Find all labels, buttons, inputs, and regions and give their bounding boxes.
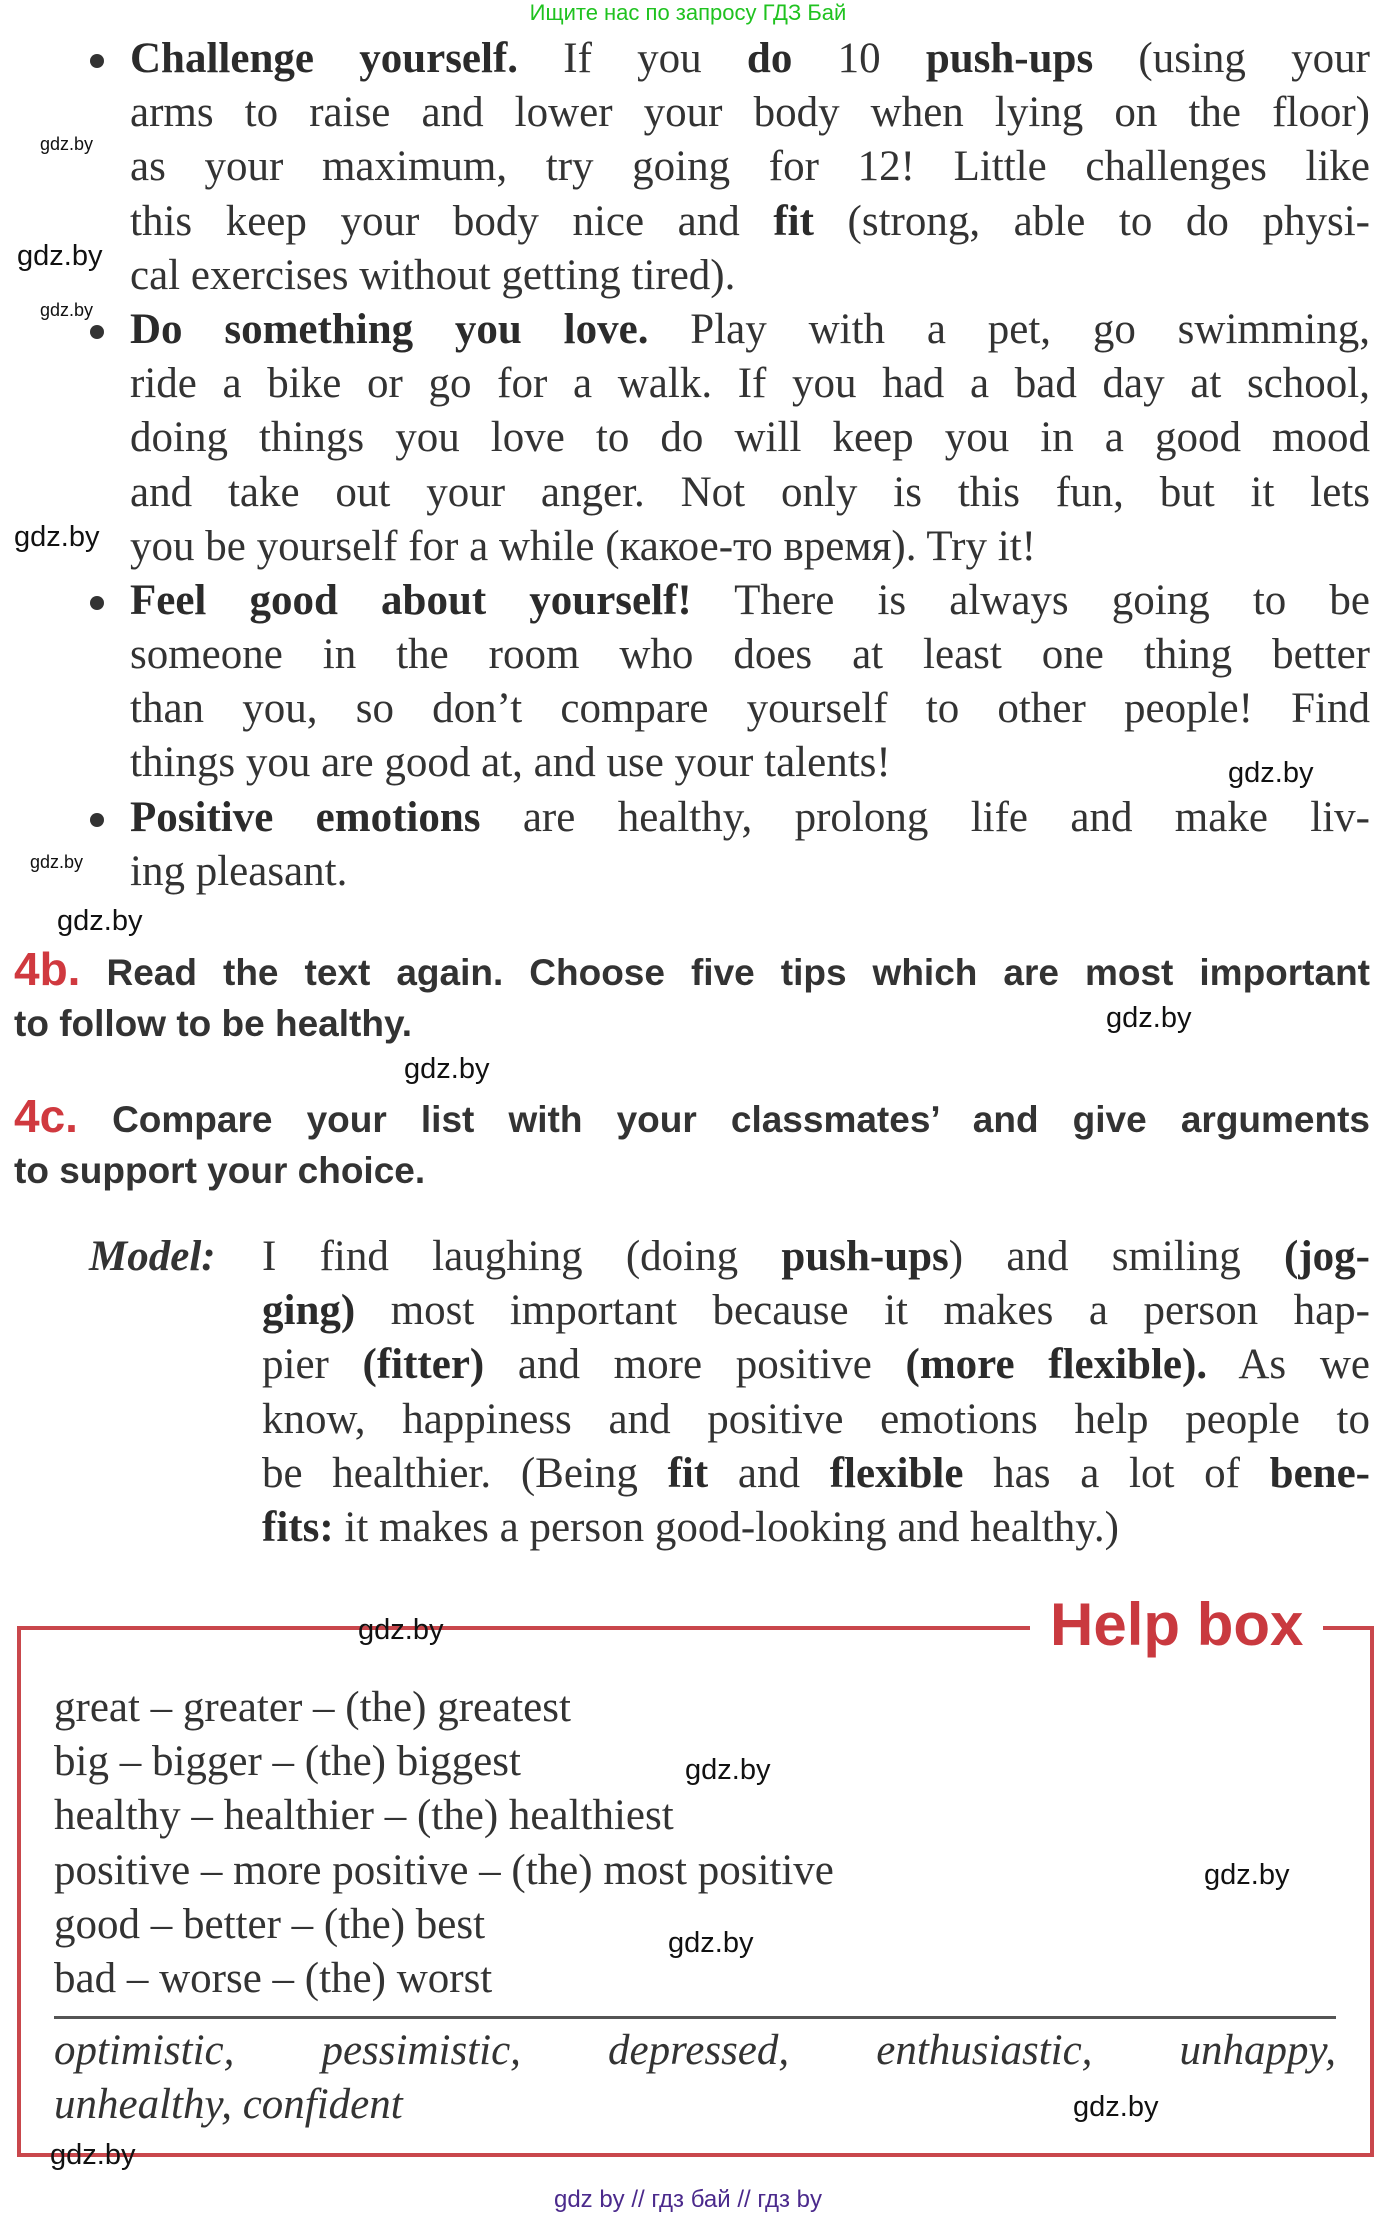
task-4c-line-1 <box>14 1091 1370 1145</box>
task-4b-line-2: to follow to be healthy. <box>14 1003 413 1045</box>
bullet-item <box>130 32 1370 303</box>
bold-text: Challenge yourself. <box>130 35 519 82</box>
bullet-line <box>130 411 1370 465</box>
text-run: As we <box>1207 1341 1370 1389</box>
text-run: you be yourself for a while (какое-то время). Try it! <box>130 522 1036 570</box>
model-line <box>262 1447 1370 1501</box>
bold-text: Positive emotions <box>130 793 481 841</box>
watermark: gdz.by <box>17 240 103 272</box>
text-run: ride a bike or go for a walk. If you had a bad day at school, <box>130 360 1370 408</box>
text-run: and more positive <box>484 1341 906 1389</box>
watermark: gdz.by <box>57 905 143 937</box>
model-line <box>262 1501 1119 1555</box>
comparison-row: great – greater – (the) greatest <box>54 1684 571 1731</box>
bold-text: fits: <box>262 1503 334 1551</box>
bold-text: flexible <box>829 1449 964 1497</box>
bullet-icon <box>90 813 104 827</box>
text-run: things you are good at, and use your talents! <box>130 739 891 787</box>
bold-text: Do something you love. <box>130 305 649 353</box>
text-run: cal exercises without getting tired). <box>130 251 736 299</box>
text-run: and <box>708 1449 830 1497</box>
watermark: gdz.by <box>40 300 94 320</box>
text-run: Play with a pet, go swimming, <box>648 305 1371 353</box>
bold-text: Feel good about yourself! <box>130 576 692 624</box>
search-hint-banner[interactable]: Ищите нас по запросу ГДЗ Бай <box>529 0 847 25</box>
watermark: gdz.by <box>40 134 94 154</box>
text-run: doing things you love to do will keep you in a good mood <box>130 414 1370 462</box>
bold-text: fit <box>667 1449 709 1497</box>
text-run: and take out your anger. Not only is this fun, but it lets <box>130 468 1370 516</box>
bullet-line <box>130 32 1370 86</box>
text-run: it makes a person good-looking and healthy.) <box>333 1503 1119 1551</box>
text-run: I find laughing (doing <box>262 1233 782 1280</box>
model-line <box>262 1393 1370 1447</box>
adjective-line <box>54 2024 1336 2078</box>
bullet-icon <box>90 325 104 339</box>
text-run: If you <box>518 35 747 82</box>
bold-text: fit <box>773 197 814 245</box>
bold-text: ging) <box>262 1287 356 1335</box>
bullet-line <box>130 628 1370 682</box>
model-label: Model: <box>89 1233 216 1280</box>
comparison-row: big – bigger – (the) biggest <box>54 1738 521 1786</box>
model-line <box>262 1338 1370 1392</box>
watermark: gdz.by <box>358 1614 444 1646</box>
text-run: arms to raise and lower your body when lying on the floor) <box>130 89 1370 137</box>
task-4c-line-2: to support your choice. <box>14 1150 426 1192</box>
watermark: gdz.by <box>1073 2091 1159 2123</box>
text-run: (using your <box>1093 35 1370 82</box>
bullet-line <box>130 195 1370 249</box>
bullet-list <box>130 32 1370 899</box>
bullet-line <box>130 249 735 303</box>
text-run: There is always going to be <box>691 576 1370 624</box>
text-run: ) and smiling <box>948 1233 1285 1280</box>
model-line <box>262 1284 1370 1338</box>
model-text <box>262 1230 1370 1555</box>
watermark: gdz.by <box>14 521 100 553</box>
text-run: pier <box>262 1341 363 1389</box>
watermark: gdz.by <box>685 1754 771 1786</box>
bullet-line <box>130 845 347 899</box>
text-run: this keep your body nice and <box>130 197 774 245</box>
bullet-line <box>130 736 891 790</box>
comparison-row: positive – more positive – (the) most positive <box>54 1846 834 1894</box>
bullet-line <box>130 682 1370 736</box>
comparison-row: good – better – (the) best <box>54 1900 486 1948</box>
bullet-line <box>130 520 1036 574</box>
task-number: 4c. <box>14 1090 78 1142</box>
watermark: gdz.by <box>1106 1002 1192 1034</box>
bullet-line <box>130 303 1370 357</box>
task-text: Compare your list with your classmates’ and give arguments <box>112 1099 1370 1140</box>
task-4c <box>14 1091 1370 1196</box>
comparison-row: healthy – healthier – (the) healthiest <box>54 1792 674 1840</box>
bullet-line <box>130 791 1370 845</box>
bold-text: (more flexible). <box>905 1341 1208 1389</box>
text-run: know, happiness and positive emotions help people to <box>262 1395 1370 1443</box>
text-run: be healthier. (Being <box>262 1449 668 1497</box>
text-run: someone in the room who does at least one thing better <box>130 631 1370 679</box>
text-run: (strong, able to do physi- <box>813 197 1370 245</box>
text-run: most important because it makes a person hap- <box>355 1287 1370 1335</box>
text-run: than you, so don’t compare yourself to other people! Find <box>130 685 1370 733</box>
footer-links[interactable]: gdz by // гдз бай // гдз by <box>553 2186 823 2213</box>
bold-text: (jog- <box>1284 1233 1370 1280</box>
bullet-item <box>130 574 1370 791</box>
text-run: as your maximum, try going for 12! Little challenges like <box>130 143 1370 191</box>
bullet-item <box>130 791 1370 899</box>
bullet-line <box>130 574 1370 628</box>
bold-text: push-ups <box>781 1233 949 1280</box>
bold-text: (fitter) <box>362 1341 485 1389</box>
comparison-row: bad – worse – (the) worst <box>54 1954 493 2002</box>
task-text: Read the text again. Choose five tips which are most important <box>106 952 1370 993</box>
watermark: gdz.by <box>668 1927 754 1959</box>
bullet-icon <box>90 54 104 68</box>
bullet-icon <box>90 596 104 610</box>
bold-text: push-ups <box>925 35 1094 82</box>
divider <box>54 2016 1336 2019</box>
text-run: optimistic, pessimistic, depressed, enthusiastic, unhappy, <box>54 2027 1336 2074</box>
watermark: gdz.by <box>50 2139 136 2171</box>
task-number: 4b. <box>14 943 81 995</box>
bullet-line <box>130 466 1370 520</box>
bullet-line <box>130 357 1370 411</box>
text-run: has a lot of <box>963 1449 1270 1497</box>
bullet-line <box>130 86 1370 140</box>
watermark: gdz.by <box>404 1053 490 1085</box>
bullet-line <box>130 140 1370 194</box>
text-run: ing pleasant. <box>130 847 348 895</box>
text-run: 10 <box>792 35 926 82</box>
bold-text: bene- <box>1269 1449 1370 1497</box>
bullet-item <box>130 303 1370 574</box>
model-line <box>262 1230 1370 1284</box>
watermark: gdz.by <box>1204 1859 1290 1891</box>
bold-text: do <box>746 35 793 82</box>
watermark: gdz.by <box>1228 757 1314 789</box>
help-box-title: Help box <box>1030 1590 1323 1660</box>
text-run: are healthy, prolong life and make liv- <box>480 793 1370 841</box>
watermark: gdz.by <box>30 852 84 872</box>
adjective-line <box>54 2078 403 2132</box>
task-4b-line-1 <box>14 944 1370 998</box>
text-run: unhealthy, confident <box>54 2081 403 2129</box>
